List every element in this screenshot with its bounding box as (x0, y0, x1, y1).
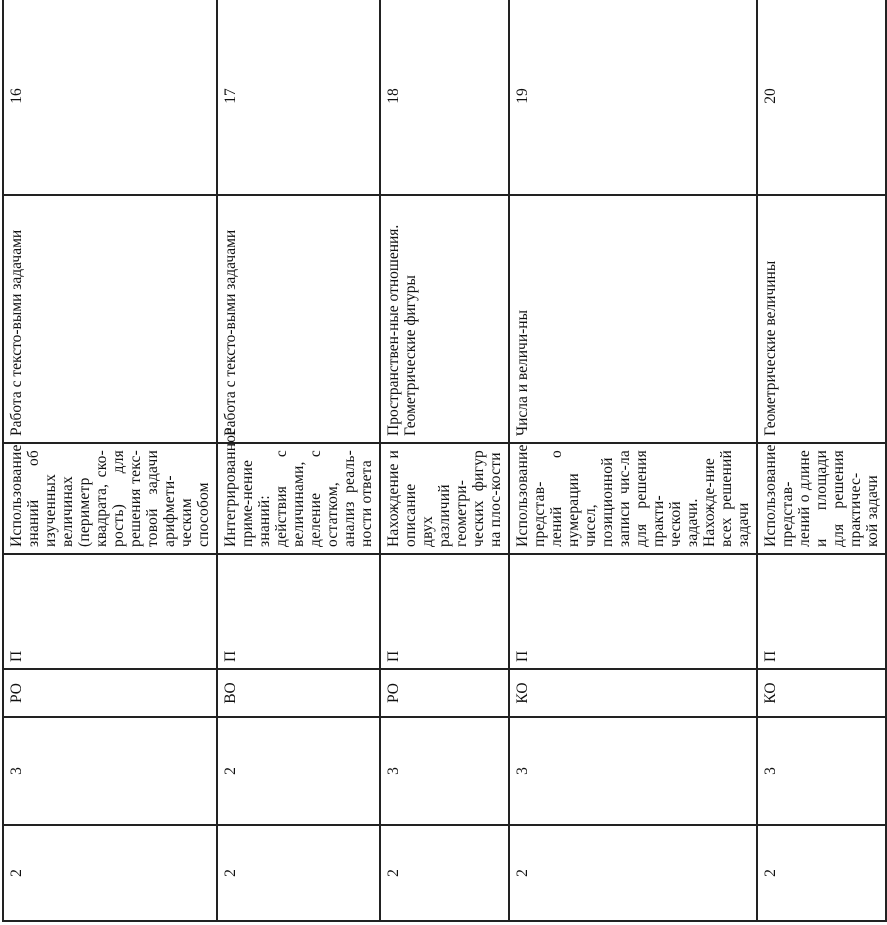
topic-cell: Числа и величи-ны (509, 195, 757, 443)
level-cell: РО (3, 669, 217, 717)
task-type-cell: П (757, 554, 886, 669)
table-row (509, 0, 757, 921)
task-type-cell: П (509, 554, 757, 669)
points-cell: 3 (509, 717, 757, 825)
task-number-cell: 17 (217, 0, 380, 195)
points-cell: 2 (217, 717, 380, 825)
task-type-cell: П (217, 554, 380, 669)
task-number-cell: 18 (380, 0, 509, 195)
table-row (380, 0, 509, 921)
table-row (217, 0, 380, 921)
max-score-cell: 2 (217, 825, 380, 921)
description-cell: Использование представ-лений о длине и площади для решения практичес-кой задачи (757, 443, 886, 554)
table-row (3, 0, 217, 921)
description-cell: Нахождение и описание двух различий геометри-ческих фигур на плос-кости (380, 443, 509, 554)
topic-cell: Работа с тексто-выми задачами (217, 195, 380, 443)
max-score-cell: 2 (3, 825, 217, 921)
task-number-cell: 16 (3, 0, 217, 195)
topic-cell: Геометрические величины (757, 195, 886, 443)
task-number-cell: 20 (757, 0, 886, 195)
task-type-cell: П (3, 554, 217, 669)
max-score-cell: 2 (380, 825, 509, 921)
description-cell: Использование представ-лений о нумерации чисел, позиционной записи чис-ла для решения практи-ческой задачи. Нахожде-ние всех решений задачи (509, 443, 757, 554)
task-type-cell: П (380, 554, 509, 669)
table-row (757, 0, 886, 921)
level-cell: ВО (217, 669, 380, 717)
points-cell: 3 (380, 717, 509, 825)
level-cell: РО (380, 669, 509, 717)
topic-cell: Работа с тексто-выми задачами (3, 195, 217, 443)
description-cell: Интегрированное приме-нение знаний: действия с величинами, деление с остатком, анализ реаль-ности ответа (217, 443, 380, 554)
description-cell: Использование знаний об изученных величинах (периметр квадрата, ско-рость) для решения текс-товой задачи арифмети-ческим способом (3, 443, 217, 554)
max-score-cell: 2 (757, 825, 886, 921)
level-cell: КО (757, 669, 886, 717)
max-score-cell: 2 (509, 825, 757, 921)
topic-cell: Пространствен-ные отношения. Геометрические фигуры (380, 195, 509, 443)
task-number-cell: 19 (509, 0, 757, 195)
points-cell: 3 (757, 717, 886, 825)
level-cell: КО (509, 669, 757, 717)
points-cell: 3 (3, 717, 217, 825)
assessment-table (2, 0, 887, 922)
